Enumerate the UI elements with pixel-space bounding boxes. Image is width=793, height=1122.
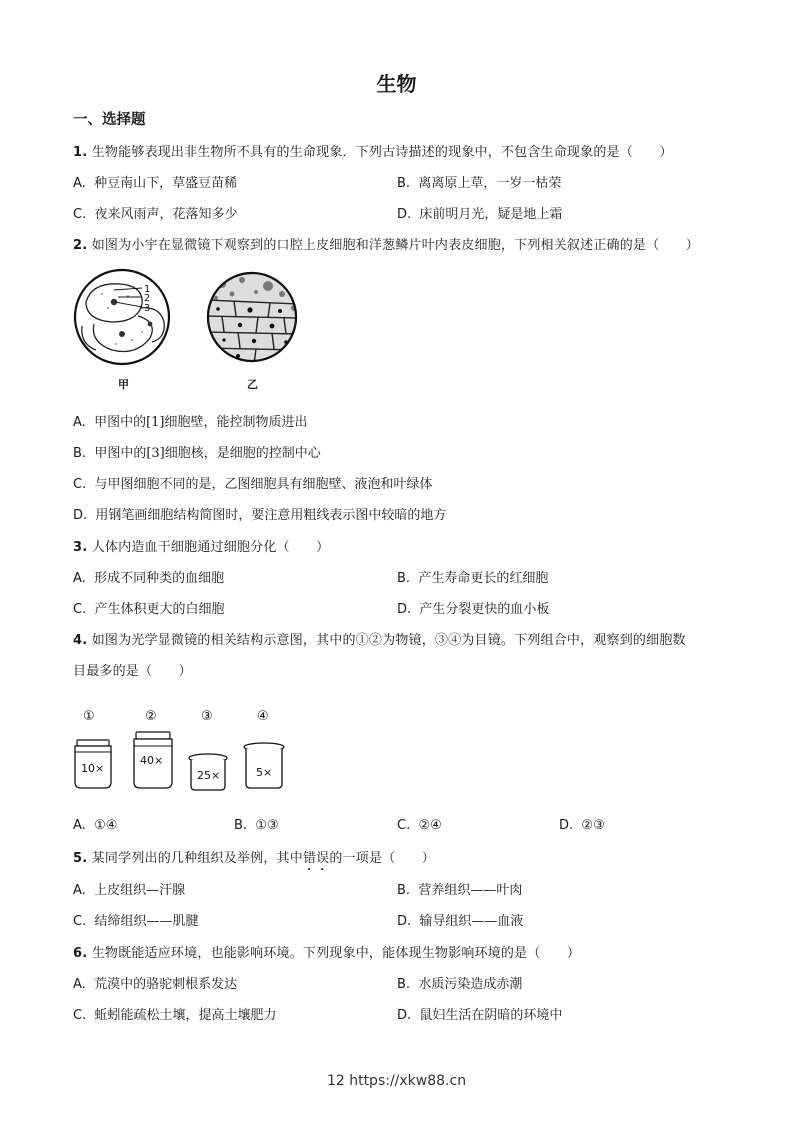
caption-jia: 甲: [118, 378, 129, 391]
option-letter: B.: [73, 446, 87, 461]
lens-mark-3: ③: [201, 709, 213, 724]
q2-option-a[interactable]: [73, 411, 307, 430]
q1-option-c[interactable]: [73, 203, 238, 222]
option-text: 产生体积更大的白细胞: [94, 602, 225, 617]
option-letter: B.: [397, 977, 411, 992]
option-letter: D.: [73, 508, 88, 523]
q4-option-c[interactable]: [397, 818, 442, 833]
option-letter: A.: [73, 176, 86, 191]
q4-option-a[interactable]: [73, 818, 117, 833]
question-4-stem-cont: 目最多的是（ ）: [73, 664, 192, 679]
option-letter: C.: [73, 207, 87, 222]
question-number: 3.: [73, 540, 88, 555]
option-letter: C.: [73, 914, 87, 929]
option-text: 荒漠中的骆驼刺根系发达: [94, 977, 238, 992]
lens-label-2: 40×: [140, 754, 164, 767]
option-letter: D.: [397, 1008, 412, 1023]
option-text: 甲图中的[1]细胞壁，能控制物质进出: [94, 415, 308, 430]
q5-option-d[interactable]: [397, 910, 523, 929]
option-text: 产生寿命更长的红细胞: [418, 571, 549, 586]
option-text: 蚯蚓能疏松土壤，提高土壤肥力: [94, 1008, 277, 1023]
option-letter: D.: [397, 602, 412, 617]
question-text-end: 的一项是（ ）: [329, 851, 435, 866]
q5-option-b[interactable]: [397, 879, 522, 898]
option-letter: C.: [73, 1008, 87, 1023]
cell-micrograph-figure: [72, 264, 298, 394]
q3-option-c[interactable]: [73, 598, 225, 617]
question-5-stem: [73, 847, 435, 874]
option-letter: A.: [73, 571, 86, 586]
option-letter: C.: [73, 477, 87, 492]
q5-option-c[interactable]: [73, 910, 199, 929]
option-text: 形成不同种类的血细胞: [94, 571, 225, 586]
option-letter: D.: [559, 818, 574, 833]
option-text: 输导组织——血液: [419, 914, 524, 929]
page-title: 生物: [376, 72, 417, 96]
question-number: 5.: [73, 851, 88, 866]
question-text: 某同学列出的几种组织及举例，其中: [91, 851, 303, 866]
option-text: ②④: [418, 818, 442, 833]
option-text: ①③: [255, 818, 279, 833]
lens-mark-4: ④: [257, 709, 269, 724]
lens-label-1: 10×: [81, 762, 105, 775]
option-letter: B.: [234, 818, 248, 833]
q4-option-b[interactable]: [234, 818, 279, 833]
question-text: 生物能够表现出非生物所不具有的生命现象．下列古诗描述的现象中，不包含生命现象的是（ ）: [91, 145, 673, 160]
figure-jia-cheek-cells: [75, 270, 169, 391]
question-number: 6.: [73, 946, 88, 961]
q6-option-b[interactable]: [397, 973, 522, 992]
option-text: 结缔组织——肌腱: [94, 914, 199, 929]
label-1: 1: [144, 284, 151, 295]
option-text: 与甲图细胞不同的是，乙图细胞具有细胞壁、液泡和叶绿体: [94, 477, 433, 492]
question-text: 如图为小宇在显微镜下观察到的口腔上皮细胞和洋葱鳞片叶内表皮细胞，下列相关叙述正确的是（ ）: [91, 238, 699, 253]
lens-mark-2: ②: [145, 709, 157, 724]
q5-option-a[interactable]: [73, 879, 185, 898]
option-text: 用钢笔画细胞结构简图时，要注意用粗线表示图中较暗的地方: [95, 508, 447, 523]
option-letter: A.: [73, 415, 86, 430]
label-3: 3: [144, 303, 151, 314]
option-letter: A.: [73, 818, 86, 833]
q1-option-a[interactable]: [73, 172, 237, 191]
emphasis-text: 错误: [302, 851, 330, 866]
option-letter: B.: [397, 883, 411, 898]
eyepiece-lens-4: [244, 709, 284, 788]
option-letter: A.: [73, 883, 86, 898]
question-number: 2.: [73, 238, 88, 253]
question-number: 4.: [73, 633, 88, 648]
option-text: ①④: [94, 818, 118, 833]
page-footer: 12 https://xkw88.cn: [326, 1073, 467, 1089]
question-2-stem: [73, 234, 699, 253]
question-3-stem: [73, 536, 329, 555]
q4-option-d[interactable]: [559, 818, 605, 833]
option-text: 鼠妇生活在阴暗的环境中: [419, 1008, 563, 1023]
option-text: 种豆南山下，草盛豆苗稀: [94, 176, 238, 191]
question-6-stem: [73, 942, 580, 961]
caption-yi: 乙: [247, 378, 258, 391]
q1-option-b[interactable]: [397, 172, 561, 191]
option-letter: C.: [397, 818, 411, 833]
eyepiece-lens-3: [189, 709, 227, 790]
option-text: 甲图中的[3]细胞核，是细胞的控制中心: [94, 446, 321, 461]
question-number: 1.: [73, 145, 88, 160]
option-text: 床前明月光，疑是地上霜: [419, 207, 563, 222]
option-letter: A.: [73, 977, 86, 992]
q2-option-c[interactable]: [73, 473, 433, 492]
option-letter: B.: [397, 571, 411, 586]
figure-yi-onion-cells: [202, 269, 298, 391]
q6-option-a[interactable]: [73, 973, 237, 992]
option-letter: D.: [397, 207, 412, 222]
question-1-stem: [73, 141, 673, 160]
option-letter: C.: [73, 602, 87, 617]
objective-lens-2: [134, 709, 172, 788]
q2-option-b[interactable]: [73, 442, 321, 461]
option-text: 上皮组织—汗腺: [94, 883, 186, 898]
microscope-lens-figure: [70, 706, 290, 794]
lens-mark-1: ①: [83, 709, 95, 724]
q3-option-d[interactable]: [397, 598, 549, 617]
question-text: 人体内造血干细胞通过细胞分化（ ）: [91, 540, 330, 555]
objective-lens-1: [75, 709, 111, 788]
option-text: 水质污染造成赤潮: [418, 977, 523, 992]
label-2: 2: [144, 293, 151, 304]
q2-option-d[interactable]: [73, 504, 446, 523]
q1-option-d[interactable]: [397, 203, 562, 222]
question-4-stem: [73, 629, 686, 648]
option-text: 夜来风雨声，花落知多少: [94, 207, 238, 222]
q6-option-d[interactable]: [397, 1004, 562, 1023]
option-letter: B.: [397, 176, 411, 191]
option-letter: D.: [397, 914, 412, 929]
option-text: ②③: [581, 818, 605, 833]
lens-label-3: 25×: [197, 769, 221, 782]
option-text: 产生分裂更快的血小板: [419, 602, 550, 617]
q6-option-c[interactable]: [73, 1004, 277, 1023]
option-text: 营养组织——叶肉: [418, 883, 523, 898]
lens-label-4: 5×: [256, 766, 273, 779]
q3-option-b[interactable]: [397, 567, 548, 586]
q3-option-a[interactable]: [73, 567, 224, 586]
option-text: 离离原上草，一岁一枯荣: [418, 176, 562, 191]
question-text: 生物既能适应环境，也能影响环境。下列现象中，能体现生物影响环境的是（ ）: [91, 946, 581, 961]
section-heading: 一、选择题: [73, 112, 146, 128]
question-text: 如图为光学显微镜的相关结构示意图，其中的①②为物镜，③④为目镜。下列组合中，观察到的细胞数: [91, 633, 686, 648]
